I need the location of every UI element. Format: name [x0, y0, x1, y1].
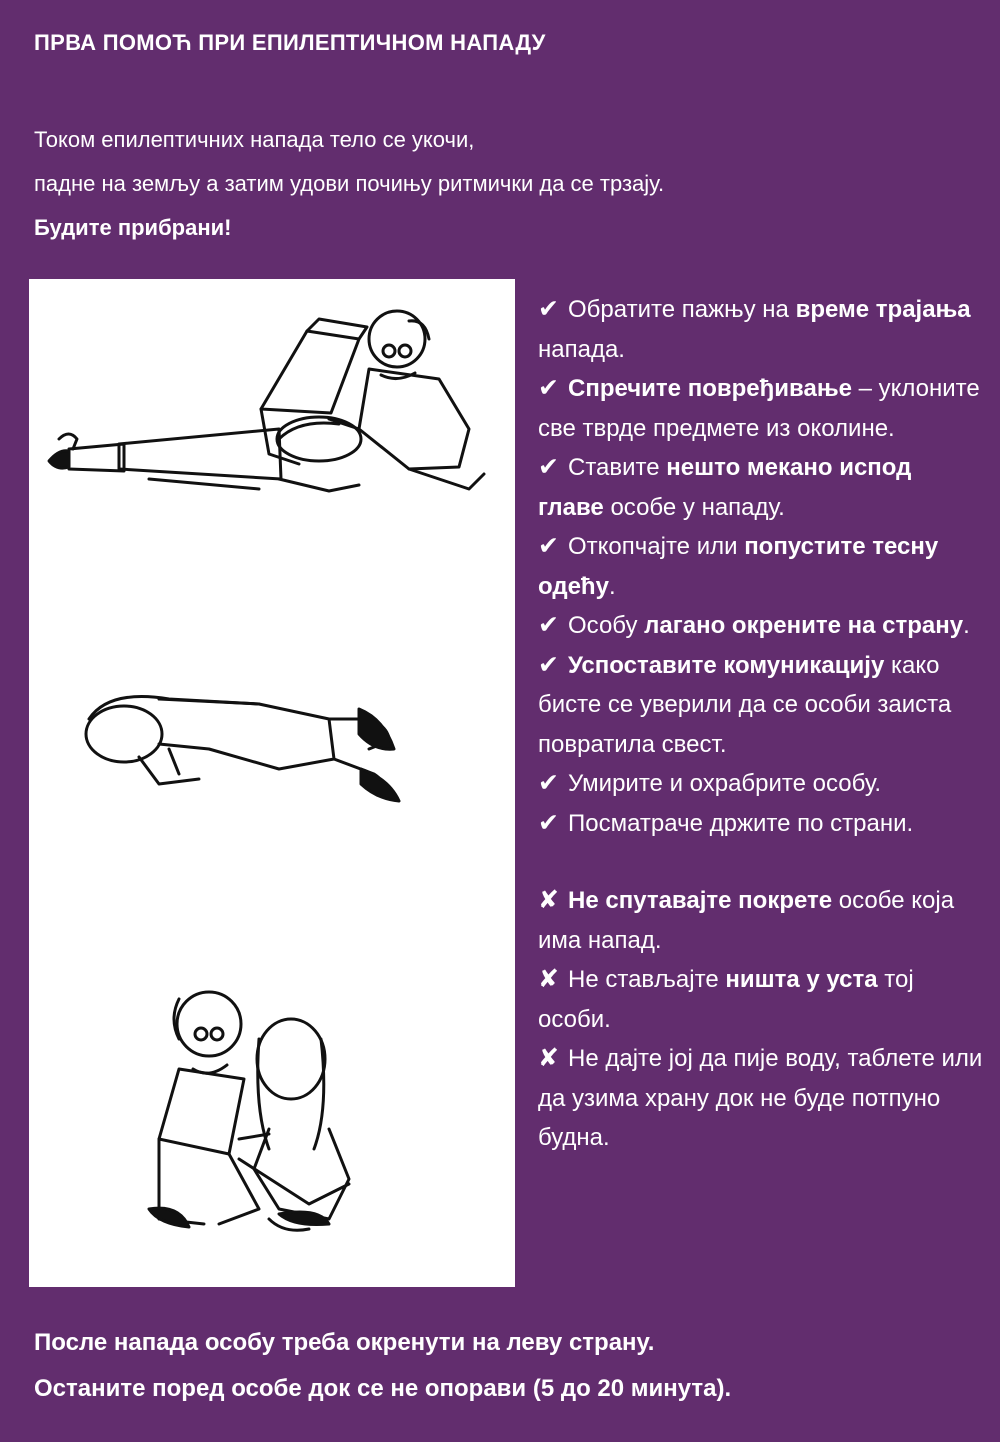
after-line-2: Останите поред особе док се не опорави (5 до 20 минута).	[34, 1375, 732, 1402]
page-title: ПРВА ПОМОЋ ПРИ ЕПИЛЕПТИЧНОМ НАПАДУ	[34, 30, 546, 55]
illustration-recovery-position	[86, 697, 399, 802]
illustration-sitting-comfort	[149, 992, 349, 1230]
cross-icon: ✘	[538, 1044, 559, 1072]
check-icon: ✔	[538, 769, 559, 797]
check-icon: ✔	[538, 611, 559, 639]
check-icon: ✔	[538, 295, 559, 323]
check-icon: ✔	[538, 808, 559, 837]
do-item-6: ✔ Успоставите комуникацију како бисте се уверили да се особи заиста повратила свест.	[538, 646, 983, 765]
dont-item-1: ✘ Не спутавајте покрете особе која има напад.	[538, 881, 983, 960]
do-item-1: ✔ Обратите пажњу на време трајања напада.	[538, 290, 983, 369]
do-item-2: ✔ Спречите повређивање – уклоните све тврде предмете из околине.	[538, 369, 983, 448]
check-icon: ✔	[538, 453, 559, 481]
instructions-list	[538, 290, 983, 1158]
intro-line-3: Будите прибрани!	[34, 215, 232, 240]
do-item-7: ✔ Умирите и охрабрите особу.	[538, 764, 983, 804]
after-line-1: После напада особу треба окренути на леву страну.	[34, 1329, 655, 1356]
do-item-4: ✔ Откопчајте или попустите тесну одећу.	[538, 527, 983, 606]
illustration-panel	[29, 279, 515, 1287]
do-item-3: ✔ Ставите нешто мекано испод главе особе у нападу.	[538, 448, 983, 527]
do-item-5: ✔ Особу лагано окрените на страну.	[538, 606, 983, 646]
check-icon: ✔	[538, 532, 559, 560]
check-icon: ✔	[538, 374, 559, 402]
cross-icon: ✘	[538, 886, 559, 914]
dont-item-2: ✘ Не стављајте ништа у уста тој особи.	[538, 960, 983, 1039]
after-seizure-note	[34, 1320, 984, 1412]
cross-icon: ✘	[538, 965, 559, 993]
check-icon: ✔	[538, 650, 559, 679]
do-item-8: ✔ Посматраче држите по страни.	[538, 804, 983, 844]
illustrations	[29, 279, 515, 1287]
intro-text	[34, 118, 974, 250]
dont-item-3: ✘ Не дајте јој да пије воду, таблете или да узима храну док не буде потпуно будна.	[538, 1039, 983, 1158]
illustration-lying-person	[49, 311, 484, 491]
intro-line-2: падне на земљу а затим удови почињу ритмички да се трзају.	[34, 171, 665, 196]
intro-line-1: Током епилептичних напада тело се укочи,	[34, 127, 475, 152]
